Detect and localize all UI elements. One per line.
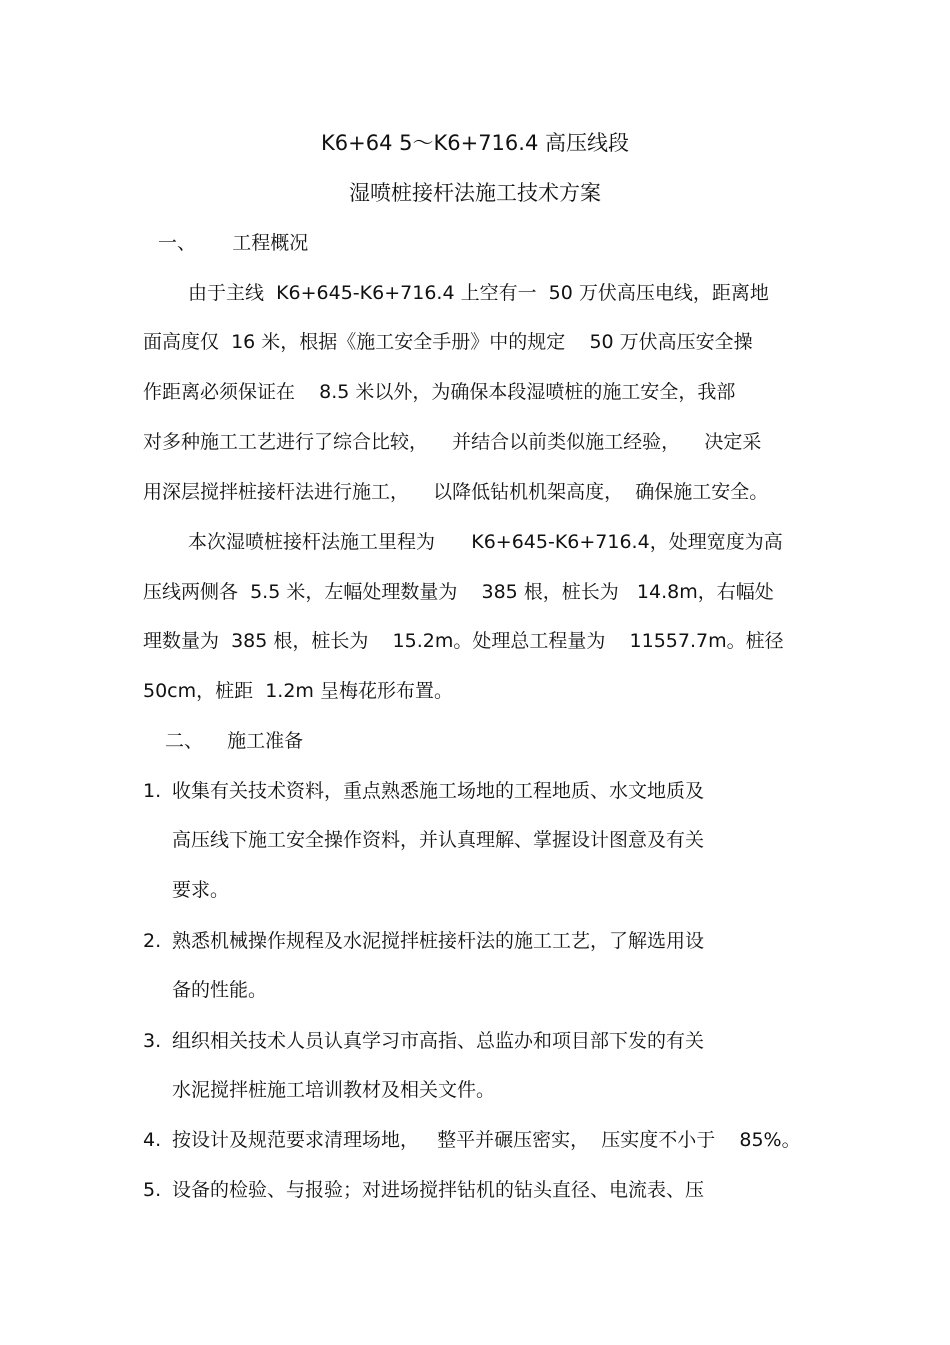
- paragraph-2-line-1: 本次湿喷桩接杆法施工里程为 K6+645-K6+716.4，处理宽度为高: [188, 531, 783, 553]
- list-item-text: 按设计及规范要求清理场地， 整平并碾压密实， 压实度不小于 85%。: [172, 1129, 801, 1151]
- list-item-number: 2.: [143, 930, 162, 952]
- list-item-number: 4.: [143, 1129, 162, 1151]
- paragraph-2-line-2: 压线两侧各 5.5 米，左幅处理数量为 385 根，桩长为 14.8m，右幅处: [143, 581, 774, 603]
- paragraph-1-line-5: 用深层搅拌桩接杆法进行施工， 以降低钻机机架高度， 确保施工安全。: [143, 481, 769, 503]
- paragraph-1-line-3: 作距离必须保证在 8.5 米以外，为确保本段湿喷桩的施工安全，我部: [143, 381, 736, 403]
- list-item-text: 备的性能。: [172, 979, 268, 1001]
- paragraph-1-line-4: 对多种施工工艺进行了综合比较， 并结合以前类似施工经验， 决定采: [143, 431, 762, 453]
- paragraph-1-line-1: 由于主线 K6+645-K6+716.4 上空有一 50 万伏高压电线，距离地: [188, 282, 769, 304]
- section-2-heading: 二、 施工准备: [165, 730, 304, 752]
- list-item-number: 3.: [143, 1030, 162, 1052]
- paragraph-2-line-4: 50cm，桩距 1.2m 呈梅花形布置。: [143, 680, 453, 702]
- list-item-text: 组织相关技术人员认真学习市高指、总监办和项目部下发的有关: [172, 1030, 705, 1052]
- list-item-text: 高压线下施工安全操作资料，并认真理解、掌握设计图意及有关: [172, 829, 705, 851]
- list-item-text: 收集有关技术资料，重点熟悉施工场地的工程地质、水文地质及: [172, 780, 705, 802]
- document-title-line-2: 湿喷桩接杆法施工技术方案: [349, 181, 601, 205]
- list-item-text: 熟悉机械操作规程及水泥搅拌桩接杆法的施工工艺，了解选用设: [172, 930, 705, 952]
- paragraph-2-line-3: 理数量为 385 根，桩长为 15.2m。处理总工程量为 11557.7m。桩径: [143, 630, 784, 652]
- list-item-number: 1.: [143, 780, 162, 802]
- list-item-number: 5.: [143, 1179, 162, 1201]
- list-item-text: 要求。: [172, 879, 230, 901]
- list-item-text: 设备的检验、与报验；对进场搅拌钻机的钻头直径、电流表、压: [172, 1179, 705, 1201]
- document-title-line-1: K6+64 5～K6+716.4 高压线段: [320, 131, 629, 155]
- list-item-text: 水泥搅拌桩施工培训教材及相关文件。: [172, 1079, 496, 1101]
- paragraph-1-line-2: 面高度仅 16 米，根据《施工安全手册》中的规定 50 万伏高压安全操: [143, 331, 753, 353]
- section-1-heading: 一、 工程概况: [158, 232, 309, 254]
